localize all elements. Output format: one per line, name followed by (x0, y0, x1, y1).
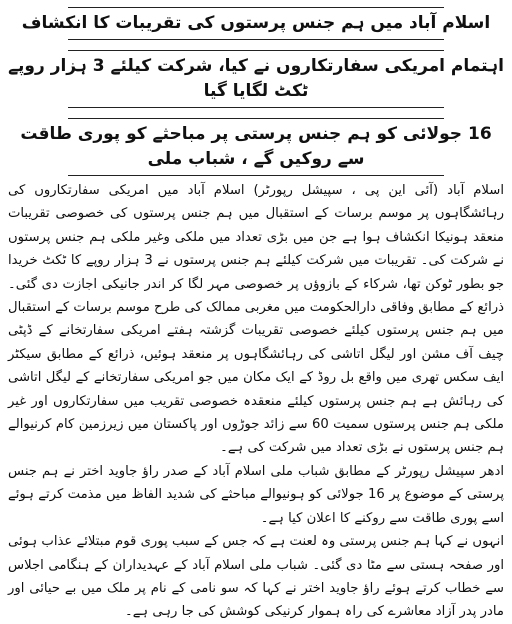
divider-rule (68, 50, 444, 51)
divider-rule (68, 175, 444, 176)
main-headline: اسلام آباد میں ہم جنس پرستوں کی تقریبات کا انکشاف (21, 13, 491, 33)
divider-rule (68, 39, 444, 40)
article-paragraph: ادھر سپیشل رپورٹر کے مطابق شباب ملی اسلام آباد کے صدر راؤ جاوید اختر نے ہم جنس پرستی کے موضوع پر 16 جولائی کو ہونیوالے مباحثے کی شدید الفاظ میں مذمت کرتے ہوئے اسے پوری طاقت سے روکنے کا اعلان کیا ہے۔ (8, 463, 504, 526)
article-paragraph: اسلام آباد (آئی این پی ، سپیشل رپورٹر) اسلام آباد میں امریکی سفارتکاروں کی رہائشگاہوں پر موسم برسات کے استقبال میں ہم جنس پرستوں کی خصوصی تقریبات منعقد ہونیکا انکشاف ہوا ہے جن میں بڑی تعداد میں ملکی وغیر ملکی ہم جنس پرستوں نے شرکت کی۔ تقریبات میں شرکت کیلئے ہم جنس پرستوں نے 3 ہزار روپے کا ٹکٹ خریدا جو بطور ٹوکن تھا، شرکاء کے بازوؤں پر خصوصی مہر لگا کر اندر جانیکی اجازت دی گئی۔ ذرائع کے مطابق وفاقی دارالحکومت میں مغربی ممالک کی طرح موسم برسات کے استقبال میں ہم جنس پرستوں کیلئے خصوصی تقریبات گزشتہ ہفتے امریکی سفارتخانے کے ڈپٹی چیف آف مشن اور لیگل اتاشی کی رہائشگاہوں پر منعقد ہوئیں، ذرائع کے مطابق سیکٹر ایف سکس تھری میں واقع بل روڈ کے ایک مکان میں جو امریکی سفارتخانے کے لیگل اتاشی کی رہائش ہے ہم جنس پرستوں کیلئے منعقدہ خصوصی تقریب میں سفارتکاروں اور غیر ملکی ہم جنس پرستوں سمیت 60 سے زائد جوڑوں اور پاکستان میں زیرزمین کام کرنیوالے ہم جنس پرستوں نے بڑی تعداد میں شرکت کی ہے۔ (8, 183, 504, 456)
divider-rule (68, 107, 444, 108)
sub-headline: 16 جولائی کو ہم جنس پرستی پر مباحثے کو پوری طاقت سے روکیں گے ، شباب ملی (20, 124, 492, 169)
article-paragraph: انہوں نے کہا ہم جنس پرستی وہ لعنت ہے کہ جس کے سبب پوری قوم مبتلائے عذاب ہوئی اور صفحہ ہستی سے مٹا دی گئی۔ شباب ملی اسلام آباد کے عہدیداران کے ہنگامی اجلاس سے خطاب کرتے ہوئے راؤ جاوید اختر نے کہا کہ سو نامی کے نام پر ملک میں بے حیائی اور مادر پدر آزاد معاشرے کی راہ ہموار کرنیکی کوشش کی جا رہی ہے۔ (8, 534, 504, 620)
top-rule (68, 7, 444, 8)
article-body (8, 179, 504, 624)
divider-rule (68, 118, 444, 119)
sub-headline: اہتمام امریکی سفارتکاروں نے کیا، شرکت کیلئے 3 ہزار روپے ٹکٹ لگایا گیا (8, 56, 504, 101)
